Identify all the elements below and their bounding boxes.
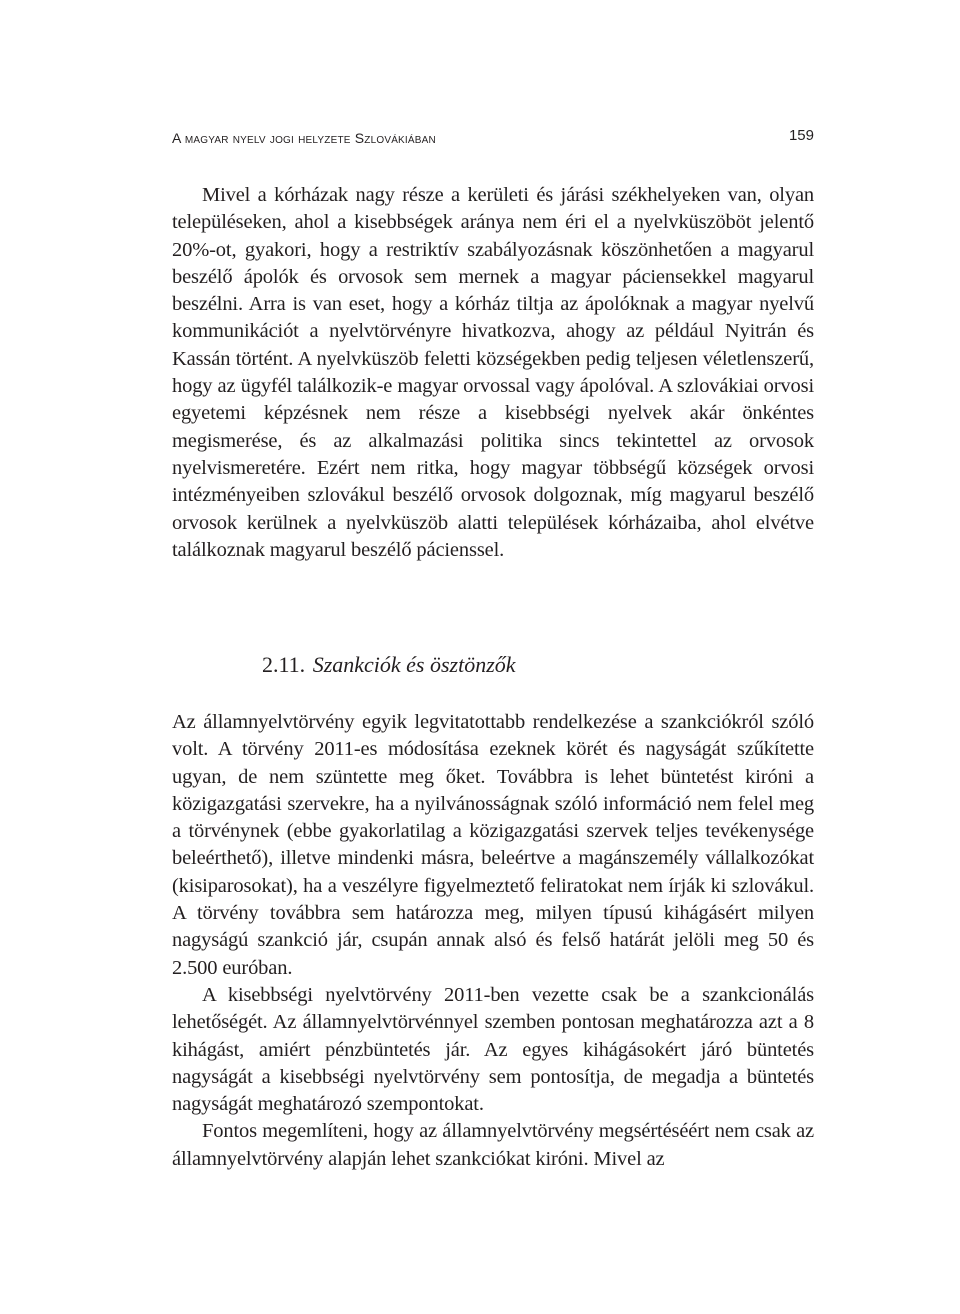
paragraph-sanctions: Az államnyelvtörvény egyik legvitatottabb rendelkezése a szankciókról szóló volt. A törvény 2011-es módosítása ezeknek körét és nagyságát szűkítette ugyan, de nem szüntette meg őket. Továbbra is lehet büntetést kiróni a közigazgatási szervekre, ha a nyilvánosságnak szóló információ nem felel meg a törvénynek (ebbe gyakorlatilag a közigazgatási szervek teljes tevékenysége beleérthető), illetve mindenki másra, beleértve a magánszemély vállalkozókat (kisiparosokat), ha a veszélyre figyelmeztető feliratokat nem írják ki szlovákul. A törvény továbbra sem határozza meg, milyen típusú kihágásért milyen nagyságú szankció jár, csupán annak alsó és felső határát jelöli meg 50 és 2.500 euróban. bbox=[172, 711, 814, 979]
text-block-top bbox=[172, 182, 814, 564]
paragraph-important-note: Fontos megemlíteni, hogy az államnyelvtörvény megsértéséért nem csak az államnyelvtörvény alapján lehet szankciókat kiróni. Mivel az bbox=[172, 1120, 814, 1170]
text-block-bottom bbox=[172, 709, 814, 1173]
paragraph-minority-law: A kisebbségi nyelvtörvény 2011-ben vezette csak be a szankcionálás lehetőségét. Az államnyelvtörvénnyel szemben pontosan meghatározza azt a 8 kihágást, amiért pénzbüntetés jár. Az egyes kihágásokért járó büntetés nagyságát a kisebbségi nyelvtörvény sem pontosítja, de megadja a büntetés nagyságát meghatározó szempontokat. bbox=[172, 983, 814, 1116]
section-number: 2.11. bbox=[262, 652, 306, 677]
section-title: Szankciók és ösztönzők bbox=[312, 652, 516, 677]
running-header: A magyar nyelv jogi helyzete Szlovákiában bbox=[172, 130, 436, 146]
paragraph-hospitals: Mivel a kórházak nagy része a kerületi és járási székhelyeken van, olyan településeken, ahol a kisebbségek aránya nem éri el a nyelvküszöböt jelentő 20%-ot, gyakori, hogy a restriktív szabályozásnak köszönhetően a magyarul beszélő ápolók és orvosok sem mernek a magyar páciensekkel magyarul beszélni. Arra is van eset, hogy a kórház tiltja az ápolóknak a magyar nyelvű kommunikációt a nyelvtörvényre hivatkozva, ahogy az például Nyitrán és Kassán történt. A nyelvküszöb feletti községekben pedig teljesen véletlenszerű, hogy az ügyfél találkozik-e magyar orvossal vagy ápolóval. A szlovákiai orvosi egyetemi képzésnek nem része a kisebbségi nyelvek akár önkéntes megismerése, és az alkalmazási politika sincs tekintettel az orvosok nyelvismeretére. Ezért nem ritka, hogy magyar többségű községek orvosi intézményeiben szlovákul beszélő orvosok dolgoznak, míg magyarul beszélő orvosok kerülnek a nyelvküszöb alatti települések kórházaiba, ahol elvétve találkoznak magyarul beszélő pácienssel. bbox=[172, 184, 814, 561]
section-heading bbox=[262, 652, 516, 678]
page-number: 159 bbox=[788, 127, 814, 144]
